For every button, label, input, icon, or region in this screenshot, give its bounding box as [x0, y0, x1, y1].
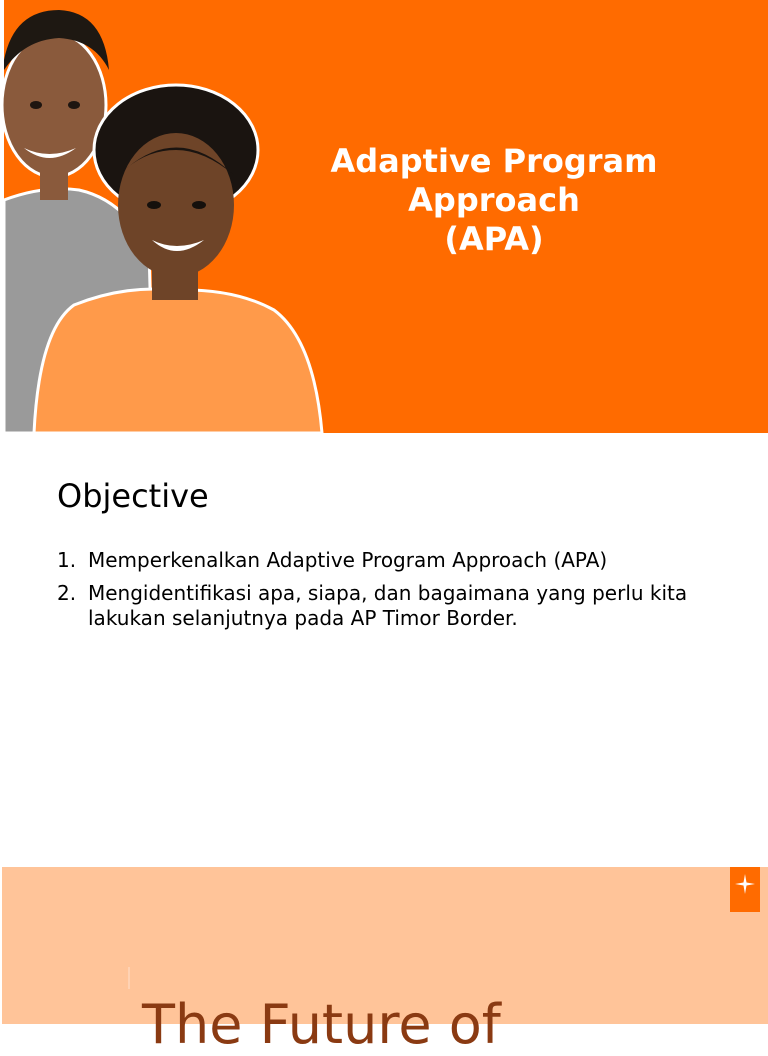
star-badge	[730, 867, 760, 912]
star-icon	[735, 874, 755, 894]
title-line-1: Adaptive Program	[330, 142, 658, 180]
list-text: Mengidentifikasi apa, siapa, dan bagaimana yang perlu kita lakukan selanjutnya pada AP Timor Border.	[88, 581, 688, 630]
title-line-2: Approach	[408, 181, 580, 219]
list-number: 2.	[57, 581, 77, 605]
objective-heading: Objective	[57, 477, 209, 515]
title-slide	[4, 0, 768, 433]
children-photo	[4, 0, 334, 433]
title-line-3: (APA)	[444, 220, 544, 258]
objective-list	[57, 548, 737, 639]
list-text: Memperkenalkan Adaptive Program Approach (APA)	[88, 548, 608, 572]
list-item	[57, 581, 737, 631]
presentation-title	[300, 142, 688, 259]
list-item	[57, 548, 737, 573]
list-number: 1.	[57, 548, 77, 572]
next-slide	[2, 867, 768, 1056]
next-slide-title: The Future of	[142, 993, 501, 1056]
decorative-mark	[128, 967, 130, 989]
